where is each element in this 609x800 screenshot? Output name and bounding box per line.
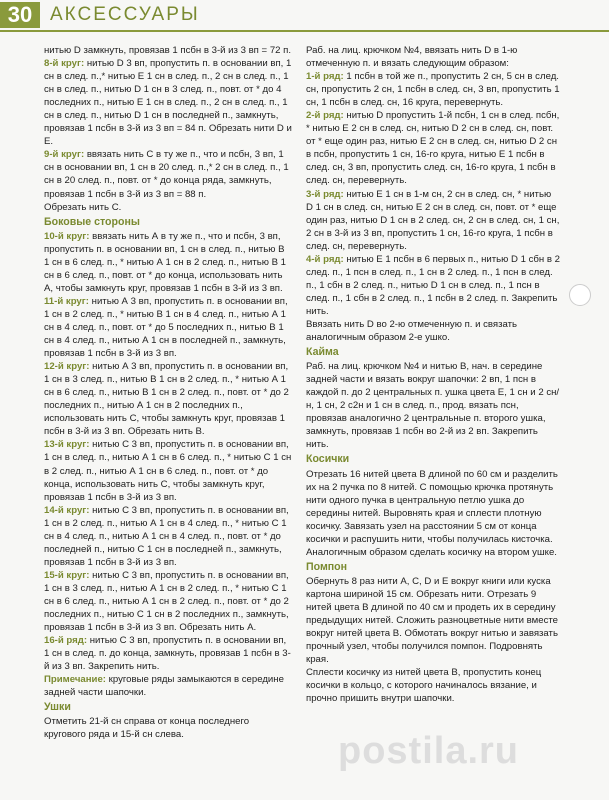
round-14	[44, 504, 292, 569]
round-label: 9-й круг:	[44, 149, 85, 161]
round-text: нитью С 3 вп, пропустить п. в основании вп, 1 сн в след. п. до конца, замкнуть, провязав 1 псбн в 3-й из 3 вп. Закрепить нить.	[44, 635, 291, 673]
round-text: нитью С 3 вп, пропустить п. в основании вп, 1 сн в 2 след. п., нитью А 1 сн в 4 след. п., * нитью С 1 сн в 4 след. п., нитью А 1 сн в 4 след. п., повт. от * до последней п., нитью С 1 сн в последней п., замкнуть, провязав 1 псбн в 3-й из 3 вп.	[44, 504, 289, 568]
round-9	[44, 148, 292, 200]
heading-braids: Косички	[306, 453, 350, 466]
left-column	[44, 44, 292, 741]
paragraph: Раб. на лиц. крючком №4 и нитью В, нач. в середине задней части и вязать вокруг шапочки: 2 вп, 1 псн в каждой п. до 2 центральных п. ушка цвета Е, 1 сн и 2 сн/н, 1 сн, 2 с2н и 1 сн в след. п., прод. вязать псн, провязав аналогично 2 центральные п. второго ушка, замкнуть, провязав 1 псбн во 2-й из 2 вп. Закрепить нить.	[306, 361, 560, 451]
round-11	[44, 295, 292, 360]
page-number: 30	[0, 2, 40, 28]
row-1	[306, 70, 560, 109]
paragraph: нитью D замкнуть, провязав 1 псбн в 3-й из 3 вп = 72 п.	[44, 45, 292, 56]
round-label: 12-й круг:	[44, 361, 90, 373]
note-text: круговые ряды замыкаются в середине задней части шапочки.	[44, 674, 284, 699]
row-label: 1-й ряд:	[306, 71, 344, 83]
paragraph: Отметить 21-й сн справа от конца последнего кругового ряда и 15-й сн слева.	[44, 716, 250, 741]
row-text: нитью E 1 псбн в 6 первых п., нитью D 1 сбн в 2 след. п., 1 псн в след. п., 1 сн в 2 след. п., 1 псн в след. п., 1 сбн в 2 след. п., нитью D 1 сн в след. п., 1 псн в след. п., 1 сбн в 2 след. п., 1 псбн в 2 след. п. Закрепить нить.	[306, 253, 560, 317]
round-15	[44, 569, 292, 634]
row-label: 2-й ряд:	[306, 110, 344, 122]
watermark: postila.ru	[338, 730, 520, 772]
paragraph: Отрезать 16 нитей цвета В длиной по 60 см и разделить их на 2 пучка по 8 нитей. С помощью крючка протянуть нити одного пучка в центральную петлю ушка до середины нитей. Выровнять края и сплести плотную косичку. Завязать узел на расстоянии 5 см от конца косички и распушить нити, чтобы получилась кисточка.	[306, 468, 558, 545]
round-label: 13-й круг:	[44, 439, 90, 451]
row-text: 1 псбн в той же п., пропустить 2 сн, 5 сн в след. сн, пропустить 2 сн, 1 псбн в след. сн, 3 вп, пропустить 1 сн, 1 псбн в след. сн, 16 круга, перевернуть.	[306, 71, 560, 109]
binder-hole	[569, 284, 591, 306]
row-text: нитью E 1 сн в 1-м сн, 2 сн в след. сн, * нитью D 1 сн в след. сн, нитью E 2 сн в след. сн, повт. от * еще один раз, нитью D 1 сн в 2 след. сн, 2 сн в след. сн, 1 сн, 2 сн в 3-й из 3 вп, пропустить 1 сн, 16-го круга, 1 псбн в след. сн, перевернуть.	[306, 188, 560, 252]
row-3	[306, 188, 560, 253]
round-12	[44, 360, 292, 438]
heading-sides: Боковые стороны	[44, 215, 140, 228]
paragraph: Ввязать нить D во 2-ю отмеченную п. и связать аналогичным образом 2-е ушко.	[306, 318, 518, 344]
note-label: Примечание:	[44, 674, 106, 686]
round-13	[44, 438, 292, 503]
round-label: 10-й круг:	[44, 230, 90, 242]
round-text: ввязать нить А в ту же п., что и псбн, 3 вп, пропустить п. в основании вп, 1 сн в след. п., нитью В 1 сн в 6 след. п., * нитью А 1 сн в 2 след. п., нитью В 1 сн в 6 след. п., повт. от * до конца, использовать нить А, чтобы замкнуть круг, провязав 1 псбн в 3-й из 3 вп.	[44, 230, 287, 294]
note	[44, 673, 292, 699]
round-text: нитью С 3 вп, пропустить п. в основании вп, 1 сн в 3 след. п., нитью А 1 сн в 2 след. п., * нитью С 1 сн в 6 след. п., нитью А 1 сн в 2 след. п., повт. от * до 2 последних п., нитью С 1 сн в 2 последних п., замкнуть, провязав 1 псбн в 3-й из 3 вп. Обрезать нить А.	[44, 569, 289, 634]
round-10	[44, 230, 292, 295]
right-column	[306, 44, 560, 705]
round-label: 14-й круг:	[44, 504, 90, 516]
row-2	[306, 109, 560, 187]
paragraph: Обернуть 8 раз нити А, С, D и Е вокруг книги или куска картона шириной 15 см. Обрезать нити. Отрезать 9 нитей цвета В длиной по 40 см и продеть их в середину предыдущих нитей. Сложить разноцветные нити вместе вокруг нитей цвета В. Обмотать вокруг нитью и завязать прочный узел, чтобы получился помпон. Подровнять края.	[306, 575, 559, 666]
round-text: нитью D 3 вп, пропустить п. в основании вп, 1 сн в след. п.,* нитью E 1 сн в след. п., 2 сн в след. п., 1 сн в след. п., нитью D 1 сн в 3 след. п., повт. от * до 4 последних п., нитью E 1 сн в след. п., 2 сн в след. п., 1 сн в след. п., нитью D 1 сн в последней п., замкнуть, провязав 1 псбн в 3-й из 3 вп = 84 п. Обрезать нити D и E.	[44, 58, 292, 148]
row-4	[306, 253, 560, 318]
paragraph: Сплести косичку из нитей цвета В, пропустить конец косички в кольцо, с которого начиналось вязание, и прочно пришить внутри шапочки.	[306, 667, 542, 705]
round-label: 16-й ряд:	[44, 635, 88, 647]
round-label: 11-й круг:	[44, 295, 89, 307]
round-text: нитью А 3 вп, пропустить п. в основании вп, 1 сн в 3 след. п., нитью В 1 сн в 2 след. п., * нитью А 1 сн в 6 след. п., нитью В 1 сн в 2 след. п., повт. от * до 2 последних п., нитью А 1 сн в 2 последних п., использовать нить С, чтобы замкнуть круг, провязав 1 псбн в 3-й из 3 вп. Обрезать нить В.	[44, 361, 289, 438]
round-text: ввязать нить С в ту же п., что и псбн, 3 вп, 1 сн в основании вп, 1 сн в 20 след. п.,* 2 сн в след. п., 1 сн в 20 след. п., повт. от * до конца ряда, замкнуть, провязав 1 псбн в 3-й из 3 вп = 88 п.	[44, 149, 289, 200]
header-rule	[0, 30, 609, 32]
paragraph: Раб. на лиц. крючком №4, ввязать нить D в 1-ю отмеченную п. и вязать следующим образом:	[306, 45, 518, 70]
heading-ears: Ушки	[44, 701, 71, 714]
round-16	[44, 634, 292, 673]
round-label: 8-й круг:	[44, 58, 85, 70]
page-header	[0, 0, 609, 32]
row-label: 3-й ряд:	[306, 188, 344, 200]
row-label: 4-й ряд:	[306, 253, 344, 265]
heading-edging: Кайма	[306, 346, 339, 359]
round-label: 15-й круг:	[44, 569, 90, 581]
section-title: АКСЕССУАРЫ	[50, 4, 200, 25]
round-text: нитью А 3 вп, пропустить п. в основании вп, 1 сн в 2 след. п., * нитью В 1 сн в 4 след. п., нитью А 1 сн в 4 след. п., повт. от * до 5 последних п., нитью В 1 сн в 4 след. п., нитью А 1 сн в последней п., замкнуть, провязав 1 псбн в 3-й из 3 вп.	[44, 295, 288, 360]
heading-pompom: Помпон	[306, 560, 348, 573]
paragraph: Аналогичным образом сделать косичку на втором ушке.	[306, 546, 557, 558]
round-8	[44, 57, 292, 148]
round-text: нитью С 3 вп, пропустить п. в основании вп, 1 сн в след. п., нитью А 1 сн в 6 след. п., * нитью С 1 сн в 2 след. п., нитью А 1 сн в 6 след. п., повт. от * до конца, использовать нить С, чтобы замкнуть круг, провязав 1 псбн в 3-й из 3 вп.	[44, 439, 292, 503]
row-text: нитью D пропустить 1-й псбн, 1 сн в след. псбн, * нитью E 2 сн в след. сн, нитью D 2 сн в след. сн, повт. от * еще один раз, нитью E 2 сн в след. сн, нитью D 2 сн в псбн, пропустить 1 сн, 16-го круга, нитью E 1 псбн в след. сн, 3 вп, пропустить след. сн, 16-го круга, 1 псбн в след. сн, перевернуть.	[306, 110, 560, 187]
paragraph: Обрезать нить С.	[44, 201, 122, 213]
